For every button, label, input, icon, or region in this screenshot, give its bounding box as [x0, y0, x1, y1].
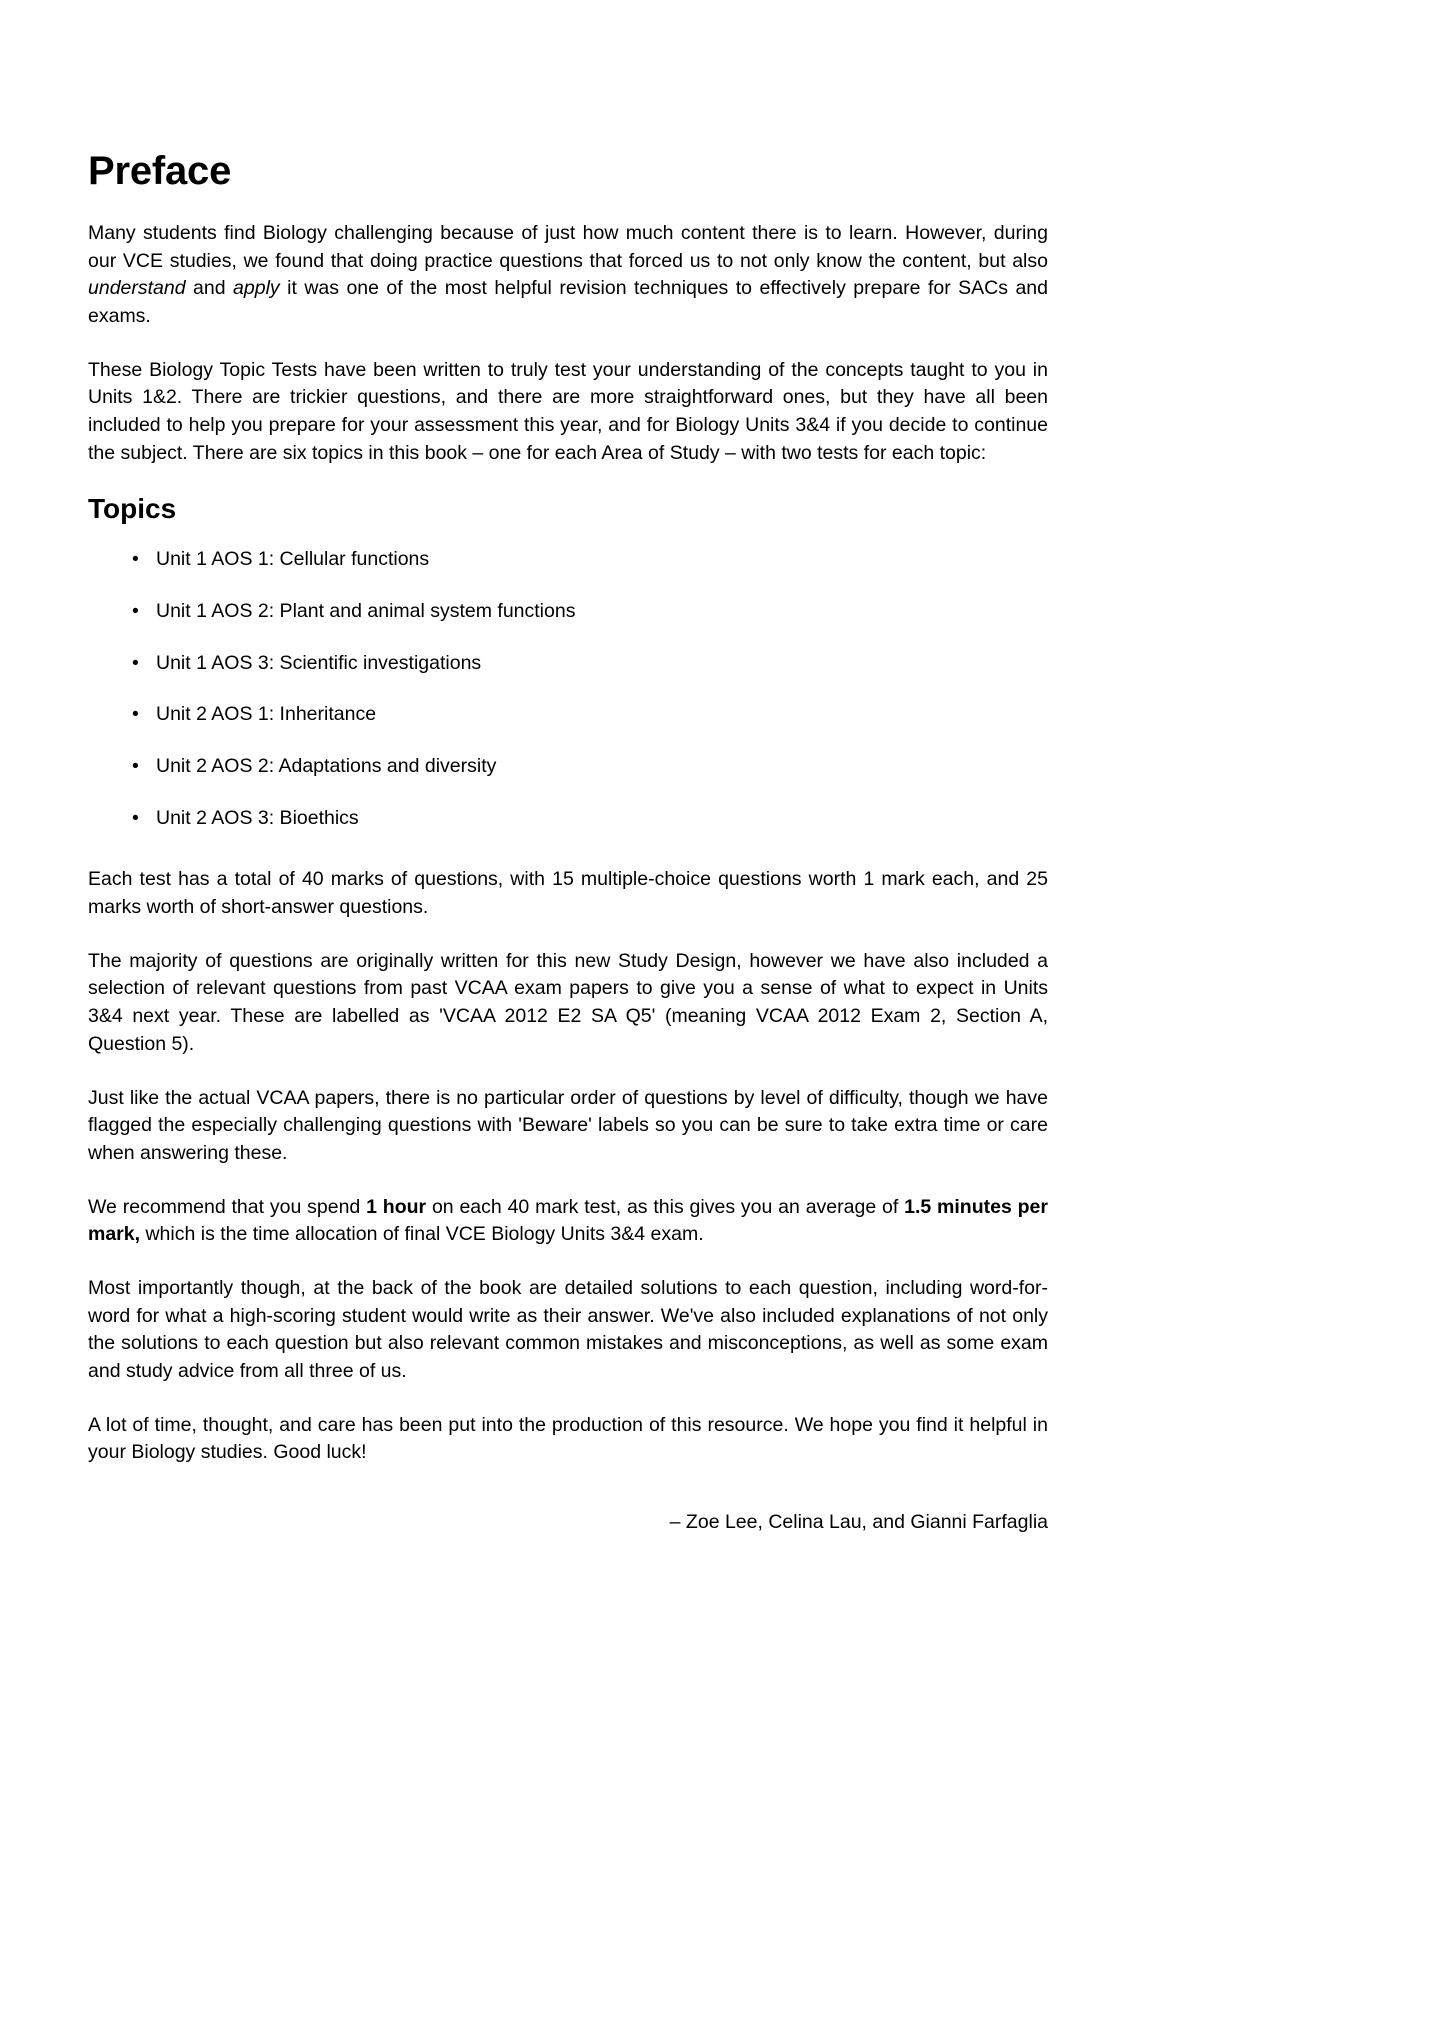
page-title: Preface [88, 149, 232, 193]
bold-one-hour: 1 hour [366, 1195, 427, 1218]
intro-paragraph-1 [88, 220, 1048, 331]
intro-paragraph-1-part-a: Many students find Biology challenging because of just how much content there is to learn. However, during our VCE studies, we found that doing practice questions that forced us to not only know the content, but also [88, 222, 1048, 272]
question-origin-paragraph: The majority of questions are originally written for this new Study Design, however we have also included a selection of relevant questions from past VCAA exam papers to give you a sense of what to expect in Units 3&4 next year. These are labelled as 'VCAA 2012 E2 SA Q5' (meaning VCAA 2012 Exam 2, Section A, Question 5). [88, 949, 1048, 1055]
list-item: • Unit 1 AOS 2: Plant and animal system functions [128, 598, 1048, 626]
timing-text-middle: on each 40 mark test, as this gives you an average of [426, 1195, 905, 1218]
marks-breakdown-paragraph: Each test has a total of 40 marks of questions, with 15 multiple-choice questions worth 1 mark each, and 25 marks worth of short-answer questions. [88, 868, 1048, 919]
difficulty-order-paragraph: Just like the actual VCAA papers, there is no particular order of questions by level of difficulty, though we have flagged the especially challenging questions with 'Beware' labels so you can be sure to take extra time or care when answering these. [88, 1086, 1048, 1164]
intro-paragraph-2: These Biology Topic Tests have been written to truly test your understanding of the concepts taught to you in Units 1&2. There are trickier questions, and there are more straightforward ones, but they have all been included to help you prepare for your assessment this year, and for Biology Units 3&4 if you decide to continue the subject. There are six topics in this book – one for each Area of Study – with two tests for each topic: [88, 358, 1048, 464]
topics-heading: Topics [88, 492, 177, 524]
solutions-paragraph: Most importantly though, at the back of the book are detailed solutions to each question, including word-for-word for what a high-scoring student would write as their answer. We've also included explanations of not only the solutions to each question but also relevant common mistakes and misconceptions, as well as some exam and study advice from all three of us. [88, 1276, 1048, 1383]
intro-paragraph-1-part-c: it was one of the most helpful revision techniques to effectively prepare for SACs and exams. [88, 277, 1048, 328]
list-item: • Unit 2 AOS 1: Inheritance [128, 701, 1048, 729]
emphasis-understand: understand [88, 277, 186, 300]
bold-minutes-per-mark: 1.5 minutes per mark, [88, 1195, 1048, 1246]
emphasis-apply: apply [233, 277, 280, 300]
closing-paragraph: A lot of time, thought, and care has been put into the production of this resource. We hope you find it helpful in your Biology studies. Good luck! [88, 1413, 1048, 1464]
list-item: • Unit 2 AOS 3: Bioethics [128, 805, 1048, 833]
list-item: • Unit 1 AOS 1: Cellular functions [128, 546, 1048, 574]
timing-recommendation-paragraph [88, 1194, 1048, 1249]
list-item: • Unit 2 AOS 2: Adaptations and diversity [128, 753, 1048, 781]
timing-text-after: which is the time allocation of final VCE Biology Units 3&4 exam. [140, 1223, 704, 1246]
intro-paragraph-1-part-b: and [185, 277, 234, 300]
document-content [88, 150, 1048, 1537]
list-item: • Unit 1 AOS 3: Scientific investigations [128, 650, 1048, 678]
topics-list [88, 546, 1048, 832]
author-signature: – Zoe Lee, Celina Lau, and Gianni Farfaglia [669, 1511, 1048, 1534]
timing-text-before: We recommend that you spend [88, 1195, 367, 1218]
